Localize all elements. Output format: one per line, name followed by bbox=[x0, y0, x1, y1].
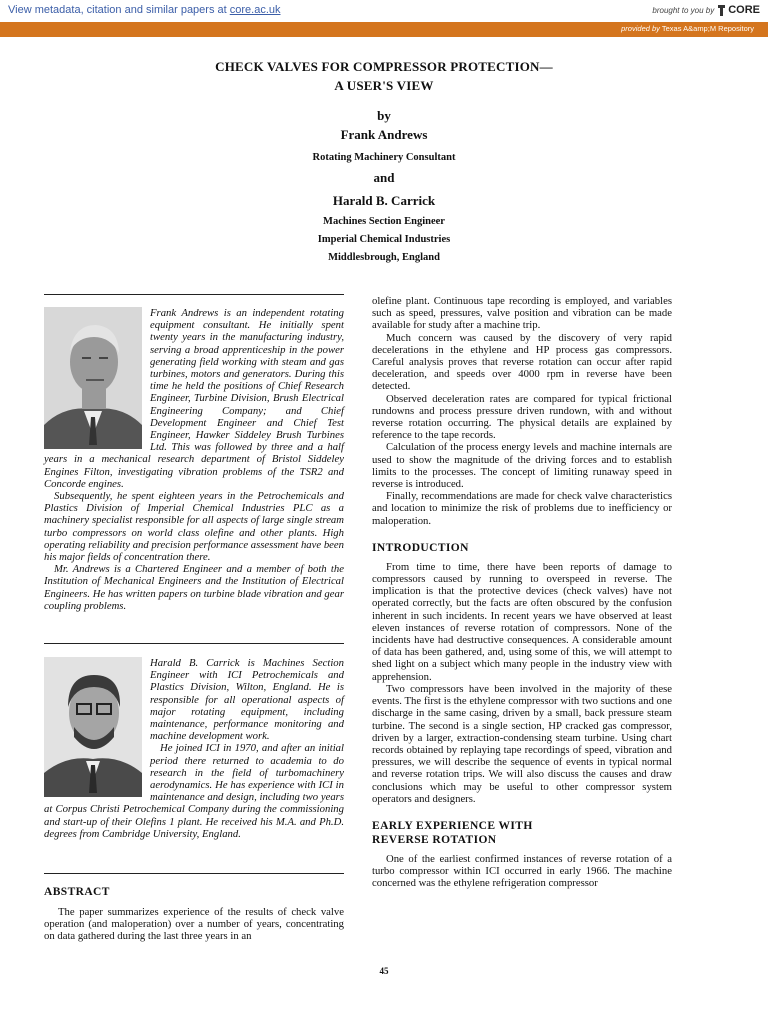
bio-2-paragraph-1: Harald B. Carrick is Machines Section Engineer with ICI Petrochemicals and Plastics Division, Wilton, England. He is responsible for all operational aspects of major rotating equipment, including maintenance, performance monitoring and machine development work. bbox=[150, 657, 344, 743]
early-experience-heading bbox=[372, 819, 672, 847]
provided-by-label: provided by bbox=[621, 24, 660, 33]
author-2-company: Imperial Chemical Industries bbox=[317, 234, 451, 245]
metadata-prefix: View metadata, citation and similar papers at bbox=[8, 4, 230, 16]
core-logo-text: CORE bbox=[728, 4, 760, 16]
author-2-name: Harald B. Carrick bbox=[332, 193, 436, 208]
author-2-role: Machines Section Engineer bbox=[323, 216, 445, 227]
author-1-name: Frank Andrews bbox=[340, 127, 428, 142]
bio-top-rule bbox=[44, 294, 344, 295]
abstract-paragraph-1-continued: olefine plant. Continuous tape recording is employed, and variables such as speed, pressures, valve position and vibration can be made available for study after a machine trip. bbox=[372, 295, 672, 332]
bio-1-paragraph-2: Subsequently, he spent eighteen years in the Petrochemicals and Plastics Division of Imperial Chemical Industries PLC as a machinery specialist responsible for all aspects of large single stream turbo compressors on world class olefine and other plants. High operating reliability and precision performance assessment have been his major fields of concentration there. bbox=[44, 490, 344, 564]
bio-frank-andrews bbox=[44, 307, 344, 612]
abstract-paragraph-3: Observed deceleration rates are compared for typical frictional rundowns and process pressure driven rundown, with and without reverse rotation occurring. The physical details are explained by reference to the tape records. bbox=[372, 392, 672, 442]
page-number: 45 bbox=[379, 966, 389, 976]
and-label: and bbox=[373, 170, 395, 185]
provider-bar bbox=[0, 22, 768, 37]
author-1-affiliation: Rotating Machinery Consultant bbox=[312, 152, 456, 163]
brought-by bbox=[652, 4, 760, 16]
abstract-paragraph-5: Finally, recommendations are made for check valve characteristics and location to minimize the risk of problems due to inefficiency or maloperation. bbox=[372, 490, 672, 527]
bio-harald-carrick bbox=[44, 657, 344, 840]
right-column bbox=[372, 295, 672, 890]
author-2-affiliation bbox=[0, 213, 768, 267]
introduction-paragraph-2: Two compressors have been involved in the majority of these events. The first is the ethylene compressor with two suctions and one discharge in the same casing, driven by a small, back pressure steam turbine. The second is a single section, HP cracked gas compressor, driven by a larger, extraction-condensing steam turbine. Using chart records obtained by replaying tape recordings of speed, vibration and pressures, we will describe the sequence of events in typical normal and reverse rotation trips. We will also discuss the causes and draw conclusions which may be useful to other compressor system operators and designers. bbox=[372, 682, 672, 805]
author-photo-carrick bbox=[44, 657, 142, 797]
abstract-paragraph-2: Much concern was caused by the discovery of very rapid decelerations in the ethylene and HP process gas compressors. Careful analysis proves that reverse rotation can occur after rapid deceleration, and speeds over 4000 rpm in reverse have been detected. bbox=[372, 331, 672, 393]
by-label: by bbox=[377, 108, 391, 123]
core-banner bbox=[0, 0, 768, 23]
core-ac-uk-link[interactable]: core.ac.uk bbox=[229, 4, 281, 16]
bio-bottom-rule bbox=[44, 873, 344, 874]
abstract-paragraph-4: Calculation of the process energy levels and machine internals are used to show the magnitude of the driving forces and to establish limits to the processes. The concept of limiting runaway speed in reverse is introduced. bbox=[372, 441, 672, 491]
abstract-heading: ABSTRACT bbox=[44, 886, 110, 898]
core-logo-icon bbox=[717, 5, 726, 16]
author-2-location: Middlesbrough, England bbox=[328, 252, 440, 263]
paper-title bbox=[0, 57, 768, 95]
bio-middle-rule bbox=[44, 643, 344, 644]
provided-by bbox=[621, 24, 754, 33]
provider-repo-link[interactable]: Texas A&amp;M Repository bbox=[661, 24, 754, 33]
bio-2-paragraph-2: He joined ICI in 1970, and after an initial period there returned to academia to do research in the field of turbomachinery aerodynamics. He has experience with ICI in maintenance and design, including two years at Corpus Christi Petrochemical Company during the commissioning and start-up of their Olefins 1 plant. He received his M.A. and Ph.D. degrees from Cambridge University, England. bbox=[44, 742, 344, 840]
bio-1-paragraph-3: Mr. Andrews is a Chartered Engineer and a member of both the Institution of Mechanical Engineers and the Institution of Electrical Engineers. He has written papers on turbine blade vibration and gear coupling problems. bbox=[44, 563, 344, 612]
title-line-2: A USER'S VIEW bbox=[334, 78, 434, 93]
early-experience-paragraph-1: One of the earliest confirmed instances of reverse rotation of a turbo compressor within ICI occurred in early 1966. The machine concerned was the ethylene refrigeration compressor bbox=[372, 852, 672, 890]
brought-by-text: brought to you by bbox=[652, 5, 715, 15]
introduction-heading: INTRODUCTION bbox=[372, 541, 469, 554]
core-logo[interactable] bbox=[717, 4, 760, 16]
introduction-paragraph-1: From time to time, there have been reports of damage to compressors caused by running to overspeed in reverse. The implication is that the protective devices (check valves) have not operated correctly, but the facts are often obscured by the confusion inherent in such incidents. In recent years we have observed at least eleven instances of reverse rotation of compressors. None of the incidents have had destructive consequences. A considerable amount of data has been gathered, and, using some of this, we will attempt to shed light on a subject which many people in the industry view with apprehension. bbox=[372, 560, 672, 683]
title-line-1: CHECK VALVES FOR COMPRESSOR PROTECTION— bbox=[215, 59, 553, 74]
early-heading-line-2: REVERSE ROTATION bbox=[372, 833, 497, 846]
bio-1-paragraph-1: Frank Andrews is an independent rotating equipment consultant. He initially spent twenty years in the manufacturing industry, serving a broad apprenticeship in the power generating field working with steam and gas turbines, motors and generators. During this time he held the positions of Chief Research Engineer, Turbine Division, Brush Electrical Engineering Company; and Chief Development Engineer and Chief Test Engineer, Hawker Siddeley Brush Turbines Ltd. This was followed by three and a half years in a mechanical research department of Bristol Siddeley Engines Filton, investigating vibration problems of the TSR2 and Concorde engines. bbox=[44, 307, 344, 490]
metadata-link[interactable] bbox=[8, 4, 281, 16]
abstract-paragraph-1: The paper summarizes experience of the results of check valve operation (and maloperation) over a number of years, concentrating on data gathered during the last three years in an bbox=[44, 906, 344, 943]
abstract-section bbox=[44, 885, 344, 943]
author-photo-andrews bbox=[44, 307, 142, 449]
early-heading-line-1: EARLY EXPERIENCE WITH bbox=[372, 819, 533, 832]
